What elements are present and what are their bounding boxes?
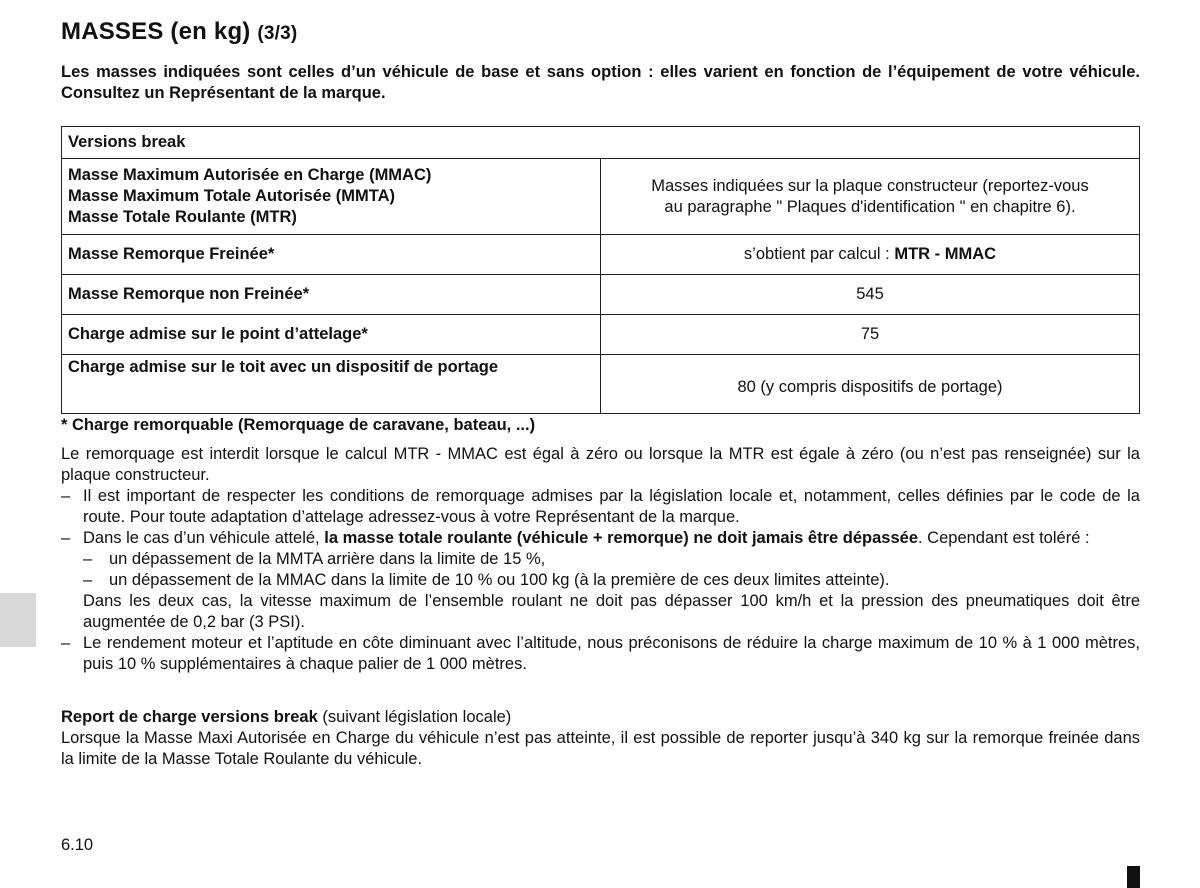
load-transfer-text: Lorsque la Masse Maxi Autorisée en Charge du véhicule n’est pas atteinte, il est possible de reporter jusqu’à 340 kg sur la remorque freinée dans la limite de la Masse Totale Roulante du véhicule. (61, 729, 1140, 768)
row-value-line: au paragraphe " Plaques d'identification " en chapitre 6). (664, 197, 1076, 216)
load-transfer-section (61, 707, 1140, 770)
list-item (61, 486, 1140, 528)
table-header: Versions break (62, 127, 1140, 159)
towing-paragraph: Dans les deux cas, la vitesse maximum de l’ensemble roulant ne doit pas dépasser 100 km/h et la pression des pneumatiques doit être augmentée de 0,2 bar (3 PSI). (83, 592, 1140, 631)
row-value (601, 159, 1140, 235)
table-row (62, 159, 1140, 235)
row-label-line: Masse Maximum Autorisée en Charge (MMAC) (68, 166, 432, 184)
dash-mark: – (83, 571, 93, 589)
row-label: Charge admise sur le point d’attelage* (62, 315, 601, 355)
page-title-text: MASSES (en kg) (61, 18, 251, 45)
table-footnote: * Charge remorquable (Remorquage de caravane, bateau, ...) (61, 416, 536, 434)
load-transfer-title: Report de charge versions break (61, 708, 318, 726)
sub-list-item (83, 570, 1140, 591)
table-row (62, 315, 1140, 355)
towing-rules (61, 444, 1140, 675)
dash-mark: – (83, 550, 93, 568)
row-label: Charge admise sur le toit avec un dispositif de portage (62, 355, 601, 414)
load-transfer-qualifier: (suivant législation locale) (317, 708, 512, 726)
masses-table (61, 126, 1140, 414)
list-item-emphasis: la masse totale roulante (véhicule + remorque) ne doit jamais être dépassée (324, 529, 919, 547)
towing-paragraph: Le remorquage est interdit lorsque le calcul MTR - MMAC est égal à zéro ou lorsque la MTR est égale à zéro (ou n’est pas renseignée) sur la plaque constructeur. (61, 445, 1140, 484)
list-item-text-part: Dans le cas d’un véhicule attelé, (83, 529, 325, 547)
table-row (62, 235, 1140, 275)
chapter-tab (0, 593, 36, 647)
table-row (62, 355, 1140, 414)
row-value: 75 (601, 315, 1140, 355)
sub-list-item-text: un dépassement de la MMAC dans la limite de 10 % ou 100 kg (à la première de ces deux limites atteinte). (109, 571, 890, 589)
sub-list-item (83, 549, 1140, 570)
list-item-text (83, 528, 1140, 549)
row-value-formula: MTR - MMAC (894, 245, 997, 263)
intro-paragraph: Les masses indiquées sont celles d’un véhicule de base et sans option : elles varient en fonction de l’équipement de votre véhicule. Consultez un Représentant de la marque. (61, 63, 1140, 102)
row-label: Masse Remorque Freinée* (62, 235, 601, 275)
dash-mark: – (61, 487, 71, 505)
load-transfer-heading (61, 707, 1140, 728)
row-label-line: Masse Totale Roulante (MTR) (68, 208, 297, 226)
corner-marker (1127, 866, 1140, 888)
page-title-suffix: (3/3) (257, 23, 298, 44)
page-number: 6.10 (61, 836, 94, 854)
row-value: 545 (601, 275, 1140, 315)
row-value-line: Masses indiquées sur la plaque constructeur (reportez-vous (651, 176, 1089, 195)
table-row (62, 275, 1140, 315)
page-title (61, 18, 297, 46)
sub-list-item-text: un dépassement de la MMTA arrière dans la limite de 15 %, (109, 550, 546, 568)
row-value: 80 (y compris dispositifs de portage) (601, 355, 1140, 414)
list-item-text-part: . Cependant est toléré : (918, 529, 1090, 547)
list-item-text: Il est important de respecter les conditions de remorquage admises par la législation locale et, notamment, celles définies par le code de la route. Pour toute adaptation d’attelage adressez-vous à votre Représentant de la marque. (83, 487, 1140, 526)
list-item (61, 528, 1140, 549)
list-item-text: Le rendement moteur et l’aptitude en côte diminuant avec l’altitude, nous préconisons de réduire la charge maximum de 10 % à 1 000 mètres, puis 10 % supplémentaires à chaque palier de 1 000 mètres. (83, 634, 1140, 673)
dash-mark: – (61, 634, 71, 652)
row-value (601, 235, 1140, 275)
row-value-text: s’obtient par calcul : (743, 245, 895, 263)
row-label: Masse Remorque non Freinée* (62, 275, 601, 315)
list-item (61, 633, 1140, 675)
row-label-line: Masse Maximum Totale Autorisée (MMTA) (68, 187, 395, 205)
dash-mark: – (61, 529, 71, 547)
row-label (62, 159, 601, 235)
table-header-row (62, 127, 1140, 159)
